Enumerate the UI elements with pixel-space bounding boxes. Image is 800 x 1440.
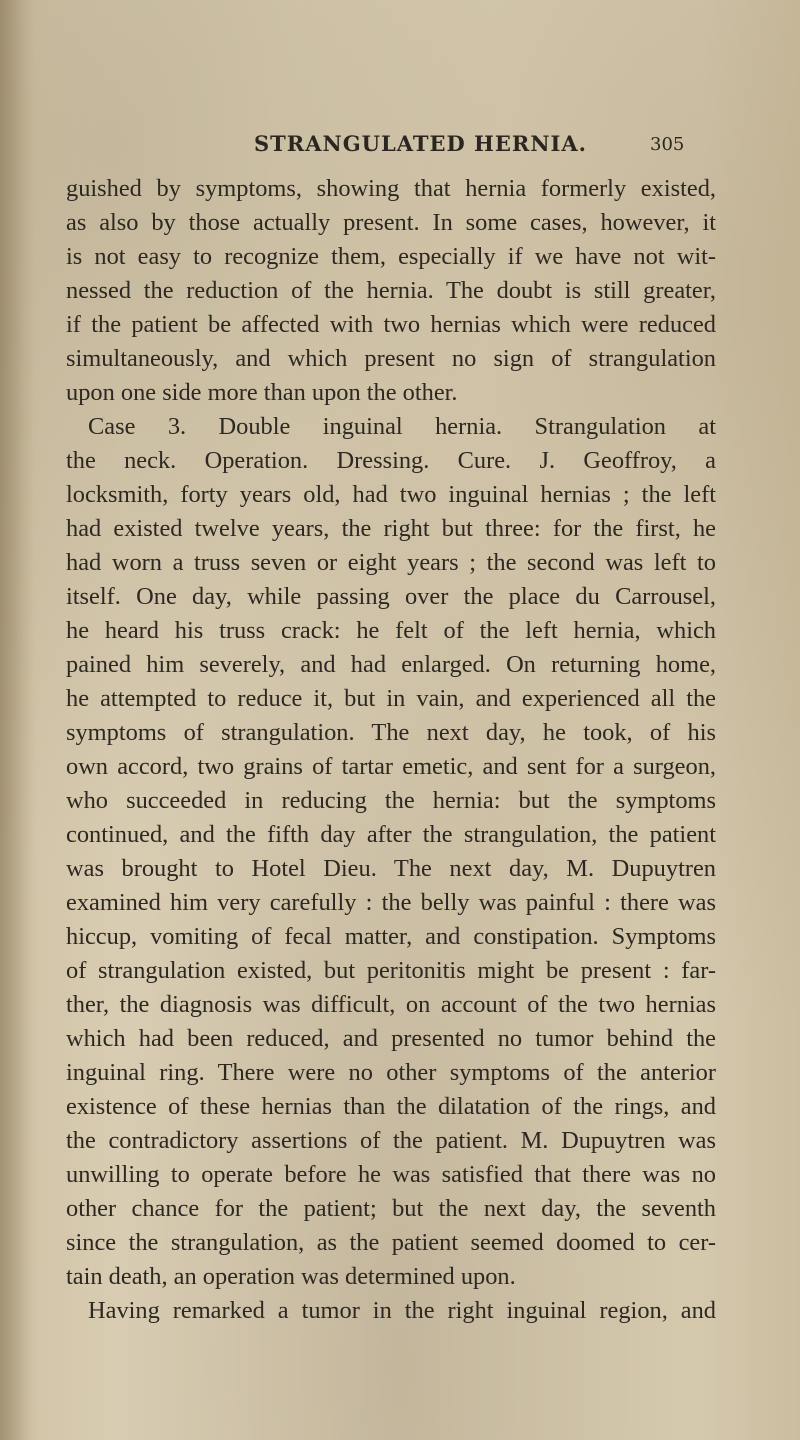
text-line: existence of these hernias than the dilatation of the rings, and: [66, 1093, 716, 1120]
text-line: since the strangulation, as the patient seemed doomed to cer-: [66, 1229, 716, 1256]
page-header: [0, 131, 800, 161]
text-line: hiccup, vomiting of fecal matter, and constipation. Symptoms: [66, 923, 716, 950]
text-line: he attempted to reduce it, but in vain, and experienced all the: [66, 685, 716, 712]
text-line: which had been reduced, and presented no tumor behind the: [66, 1025, 716, 1052]
text-line: symptoms of strangulation. The next day, he took, of his: [66, 719, 716, 746]
text-line: unwilling to operate before he was satisfied that there was no: [66, 1161, 716, 1188]
text-line: he heard his truss crack: he felt of the left hernia, which: [66, 617, 716, 644]
text-line: was brought to Hotel Dieu. The next day, M. Dupuytren: [66, 855, 716, 882]
text-line: itself. One day, while passing over the place du Carrousel,: [66, 583, 716, 610]
text-line: Case 3. Double inguinal hernia. Strangulation at: [88, 413, 716, 440]
body-text: [66, 172, 716, 1328]
text-line: examined him very carefully : the belly was painful : there was: [66, 889, 716, 916]
text-line: upon one side more than upon the other.: [66, 379, 458, 406]
text-line: Having remarked a tumor in the right inguinal region, and: [88, 1297, 716, 1324]
text-line: locksmith, forty years old, had two inguinal hernias ; the left: [66, 481, 716, 508]
text-line: of strangulation existed, but peritonitis might be present : far-: [66, 957, 716, 984]
text-line: who succeeded in reducing the hernia: but the symptoms: [66, 787, 716, 814]
text-line: if the patient be affected with two hernias which were reduced: [66, 311, 716, 338]
text-line: tain death, an operation was determined upon.: [66, 1263, 516, 1290]
text-line: the contradictory assertions of the patient. M. Dupuytren was: [66, 1127, 716, 1154]
page-binding-edge: [0, 0, 34, 1440]
page-number: 305: [650, 134, 685, 155]
text-line: other chance for the patient; but the next day, the seventh: [66, 1195, 716, 1222]
text-line: inguinal ring. There were no other symptoms of the anterior: [66, 1059, 716, 1086]
running-title: STRANGULATED HERNIA.: [254, 131, 587, 156]
text-line: pained him severely, and had enlarged. On returning home,: [66, 651, 716, 678]
text-line: nessed the reduction of the hernia. The doubt is still greater,: [66, 277, 716, 304]
text-line: as also by those actually present. In some cases, however, it: [66, 209, 716, 236]
text-line: ther, the diagnosis was difficult, on account of the two hernias: [66, 991, 716, 1018]
text-line: guished by symptoms, showing that hernia formerly existed,: [66, 175, 716, 202]
text-line: had existed twelve years, the right but three: for the first, he: [66, 515, 716, 542]
text-line: is not easy to recognize them, especially if we have not wit-: [66, 243, 716, 270]
text-line: the neck. Operation. Dressing. Cure. J. Geoffroy, a: [66, 447, 716, 474]
text-line: simultaneously, and which present no sign of strangulation: [66, 345, 716, 372]
text-line: continued, and the fifth day after the strangulation, the patient: [66, 821, 716, 848]
text-line: own accord, two grains of tartar emetic, and sent for a surgeon,: [66, 753, 716, 780]
text-line: had worn a truss seven or eight years ; the second was left to: [66, 549, 716, 576]
